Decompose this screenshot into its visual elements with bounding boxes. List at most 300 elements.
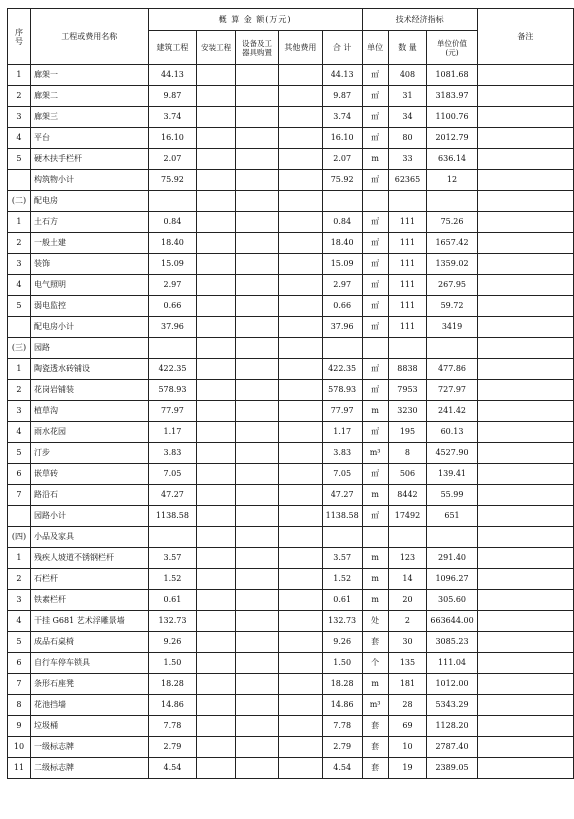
unit-price-cell: 59.72	[427, 296, 477, 317]
seq-cell: 10	[8, 737, 31, 758]
seq-cell: 3	[8, 590, 31, 611]
construction-cell: 4.54	[148, 758, 197, 779]
install-cell	[197, 653, 235, 674]
table-row	[8, 716, 574, 737]
unit-cell: m	[362, 548, 388, 569]
remark-cell	[477, 170, 573, 191]
total-cell: 3.57	[322, 548, 362, 569]
name-cell: 铁素栏杆	[30, 590, 148, 611]
construction-cell: 3.74	[148, 107, 197, 128]
equipment-cell	[235, 254, 278, 275]
construction-cell: 18.28	[148, 674, 197, 695]
qty-cell: 20	[388, 590, 427, 611]
install-cell	[197, 401, 235, 422]
name-cell: 廊架二	[30, 86, 148, 107]
name-cell: 陶瓷透水砖铺设	[30, 359, 148, 380]
install-cell	[197, 632, 235, 653]
header-qty: 数 量	[388, 31, 427, 65]
other-cell	[279, 737, 322, 758]
install-cell	[197, 611, 235, 632]
name-cell: 花池挡墙	[30, 695, 148, 716]
unit-price-cell: 651	[427, 506, 477, 527]
name-cell: 植草沟	[30, 401, 148, 422]
install-cell	[197, 443, 235, 464]
unit-price-cell: 4527.90	[427, 443, 477, 464]
name-cell: 花岗岩铺装	[30, 380, 148, 401]
construction-cell: 1138.58	[148, 506, 197, 527]
other-cell	[279, 107, 322, 128]
remark-cell	[477, 317, 573, 338]
unit-price-cell: 111.04	[427, 653, 477, 674]
install-cell	[197, 548, 235, 569]
seq-cell: 5	[8, 149, 31, 170]
name-cell: 二级标志牌	[30, 758, 148, 779]
total-cell: 1138.58	[322, 506, 362, 527]
qty-cell: 111	[388, 296, 427, 317]
equipment-cell	[235, 233, 278, 254]
qty-cell: 80	[388, 128, 427, 149]
seq-cell: 1	[8, 548, 31, 569]
remark-cell	[477, 695, 573, 716]
seq-cell: 7	[8, 674, 31, 695]
seq-cell: 1	[8, 212, 31, 233]
total-cell: 7.78	[322, 716, 362, 737]
unit-price-cell: 2012.79	[427, 128, 477, 149]
qty-cell: 111	[388, 275, 427, 296]
unit-cell: 套	[362, 737, 388, 758]
name-cell: 园路小计	[30, 506, 148, 527]
install-cell	[197, 107, 235, 128]
qty-cell: 62365	[388, 170, 427, 191]
equipment-cell	[235, 590, 278, 611]
other-cell	[279, 758, 322, 779]
equipment-cell	[235, 359, 278, 380]
equipment-cell	[235, 569, 278, 590]
unit-price-cell: 12	[427, 170, 477, 191]
unit-price-cell: 1081.68	[427, 65, 477, 86]
unit-price-cell: 3183.97	[427, 86, 477, 107]
other-cell	[279, 674, 322, 695]
total-cell: 37.96	[322, 317, 362, 338]
qty-cell: 69	[388, 716, 427, 737]
header-remark: 备注	[477, 9, 573, 65]
install-cell	[197, 233, 235, 254]
table-row	[8, 653, 574, 674]
remark-cell	[477, 506, 573, 527]
name-cell: 土石方	[30, 212, 148, 233]
unit-price-cell	[427, 191, 477, 212]
name-cell: 廊架一	[30, 65, 148, 86]
unit-cell: m³	[362, 443, 388, 464]
table-row	[8, 695, 574, 716]
equipment-cell	[235, 212, 278, 233]
equipment-cell	[235, 695, 278, 716]
seq-cell: 2	[8, 233, 31, 254]
other-cell	[279, 401, 322, 422]
unit-price-cell: 1657.42	[427, 233, 477, 254]
seq-cell: 4	[8, 611, 31, 632]
seq-cell: 5	[8, 632, 31, 653]
table-row	[8, 569, 574, 590]
seq-cell: 4	[8, 128, 31, 149]
equipment-cell	[235, 338, 278, 359]
construction-cell: 3.83	[148, 443, 197, 464]
install-cell	[197, 422, 235, 443]
unit-price-cell: 1096.27	[427, 569, 477, 590]
header-construction: 建筑工程	[148, 31, 197, 65]
equipment-cell	[235, 443, 278, 464]
unit-price-cell: 291.40	[427, 548, 477, 569]
name-cell: 小品及家具	[30, 527, 148, 548]
construction-cell: 75.92	[148, 170, 197, 191]
equipment-cell	[235, 527, 278, 548]
construction-cell: 1.52	[148, 569, 197, 590]
construction-cell: 9.87	[148, 86, 197, 107]
category-row	[8, 191, 574, 212]
unit-cell: m	[362, 401, 388, 422]
construction-cell: 0.66	[148, 296, 197, 317]
install-cell	[197, 212, 235, 233]
seq-cell: 11	[8, 758, 31, 779]
table-row	[8, 758, 574, 779]
name-cell: 成品石桌椅	[30, 632, 148, 653]
equipment-cell	[235, 632, 278, 653]
equipment-cell	[235, 422, 278, 443]
other-cell	[279, 380, 322, 401]
seq-cell: 3	[8, 401, 31, 422]
remark-cell	[477, 737, 573, 758]
qty-cell: 10	[388, 737, 427, 758]
seq-cell: 5	[8, 443, 31, 464]
remark-cell	[477, 380, 573, 401]
install-cell	[197, 695, 235, 716]
header-equipment: 设备及工器具购置	[235, 31, 278, 65]
other-cell	[279, 149, 322, 170]
equipment-cell	[235, 758, 278, 779]
other-cell	[279, 422, 322, 443]
table-row	[8, 485, 574, 506]
name-cell: 残疾人坡道不锈钢栏杆	[30, 548, 148, 569]
unit-price-cell: 60.13	[427, 422, 477, 443]
install-cell	[197, 296, 235, 317]
table-row	[8, 149, 574, 170]
qty-cell: 111	[388, 317, 427, 338]
unit-cell: 处	[362, 611, 388, 632]
remark-cell	[477, 632, 573, 653]
other-cell	[279, 632, 322, 653]
construction-cell: 18.40	[148, 233, 197, 254]
seq-cell: 6	[8, 464, 31, 485]
install-cell	[197, 485, 235, 506]
unit-cell: 套	[362, 632, 388, 653]
install-cell	[197, 170, 235, 191]
table-row	[8, 443, 574, 464]
total-cell: 15.09	[322, 254, 362, 275]
other-cell	[279, 128, 322, 149]
remark-cell	[477, 758, 573, 779]
construction-cell: 44.13	[148, 65, 197, 86]
qty-cell: 8	[388, 443, 427, 464]
other-cell	[279, 296, 322, 317]
equipment-cell	[235, 149, 278, 170]
unit-cell: ㎡	[362, 65, 388, 86]
table-row	[8, 548, 574, 569]
qty-cell: 181	[388, 674, 427, 695]
unit-price-cell	[427, 338, 477, 359]
equipment-cell	[235, 296, 278, 317]
seq-cell: (三)	[8, 338, 31, 359]
qty-cell: 123	[388, 548, 427, 569]
unit-price-cell: 663644.00	[427, 611, 477, 632]
remark-cell	[477, 716, 573, 737]
header-tech-group: 技术经济指标	[362, 9, 477, 31]
install-cell	[197, 590, 235, 611]
unit-cell: ㎡	[362, 233, 388, 254]
qty-cell	[388, 191, 427, 212]
total-cell: 18.40	[322, 233, 362, 254]
name-cell: 自行车停车锁具	[30, 653, 148, 674]
unit-price-cell: 2787.40	[427, 737, 477, 758]
equipment-cell	[235, 191, 278, 212]
unit-cell: 套	[362, 716, 388, 737]
equipment-cell	[235, 716, 278, 737]
install-cell	[197, 758, 235, 779]
construction-cell: 422.35	[148, 359, 197, 380]
qty-cell: 3230	[388, 401, 427, 422]
other-cell	[279, 611, 322, 632]
other-cell	[279, 275, 322, 296]
construction-cell: 77.97	[148, 401, 197, 422]
unit-price-cell: 1012.00	[427, 674, 477, 695]
table-row	[8, 254, 574, 275]
construction-cell: 1.50	[148, 653, 197, 674]
seq-cell: 2	[8, 569, 31, 590]
install-cell	[197, 128, 235, 149]
other-cell	[279, 695, 322, 716]
table-row	[8, 65, 574, 86]
construction-cell: 0.84	[148, 212, 197, 233]
qty-cell: 506	[388, 464, 427, 485]
unit-cell: m³	[362, 695, 388, 716]
other-cell	[279, 548, 322, 569]
total-cell	[322, 338, 362, 359]
qty-cell: 30	[388, 632, 427, 653]
unit-price-cell: 3419	[427, 317, 477, 338]
equipment-cell	[235, 674, 278, 695]
unit-cell: ㎡	[362, 107, 388, 128]
name-cell: 路沿石	[30, 485, 148, 506]
qty-cell: 7953	[388, 380, 427, 401]
name-cell: 平台	[30, 128, 148, 149]
unit-cell: m	[362, 569, 388, 590]
unit-cell: ㎡	[362, 359, 388, 380]
equipment-cell	[235, 506, 278, 527]
remark-cell	[477, 590, 573, 611]
total-cell: 9.87	[322, 86, 362, 107]
total-cell: 1.50	[322, 653, 362, 674]
other-cell	[279, 443, 322, 464]
header-name: 工程或费用名称	[30, 9, 148, 65]
install-cell	[197, 569, 235, 590]
qty-cell: 8838	[388, 359, 427, 380]
other-cell	[279, 65, 322, 86]
qty-cell: 8442	[388, 485, 427, 506]
seq-cell: 9	[8, 716, 31, 737]
name-cell: 干挂 G681 艺术浮雕景墙	[30, 611, 148, 632]
total-cell: 47.27	[322, 485, 362, 506]
remark-cell	[477, 212, 573, 233]
other-cell	[279, 338, 322, 359]
qty-cell: 111	[388, 212, 427, 233]
header-estimate-group: 概 算 金 额(万元)	[148, 9, 362, 31]
unit-cell	[362, 338, 388, 359]
qty-cell	[388, 527, 427, 548]
remark-cell	[477, 422, 573, 443]
name-cell: 嵌草砖	[30, 464, 148, 485]
unit-price-cell: 636.14	[427, 149, 477, 170]
install-cell	[197, 359, 235, 380]
subtotal-row	[8, 506, 574, 527]
install-cell	[197, 527, 235, 548]
other-cell	[279, 653, 322, 674]
seq-cell: 6	[8, 653, 31, 674]
unit-price-cell: 267.95	[427, 275, 477, 296]
construction-cell: 37.96	[148, 317, 197, 338]
remark-cell	[477, 275, 573, 296]
equipment-cell	[235, 611, 278, 632]
unit-cell	[362, 527, 388, 548]
header-other: 其他费用	[279, 31, 322, 65]
other-cell	[279, 506, 322, 527]
equipment-cell	[235, 317, 278, 338]
total-cell: 3.74	[322, 107, 362, 128]
unit-cell: ㎡	[362, 380, 388, 401]
name-cell: 配电房小计	[30, 317, 148, 338]
unit-price-cell: 477.86	[427, 359, 477, 380]
install-cell	[197, 65, 235, 86]
equipment-cell	[235, 65, 278, 86]
remark-cell	[477, 149, 573, 170]
table-row	[8, 674, 574, 695]
seq-cell: 1	[8, 65, 31, 86]
table-body	[8, 65, 574, 779]
unit-cell: ㎡	[362, 86, 388, 107]
unit-price-cell	[427, 527, 477, 548]
total-cell: 578.93	[322, 380, 362, 401]
unit-price-cell: 55.99	[427, 485, 477, 506]
table-header	[8, 9, 574, 65]
header-install: 安装工程	[197, 31, 235, 65]
other-cell	[279, 317, 322, 338]
estimate-table	[7, 8, 574, 779]
unit-cell: ㎡	[362, 275, 388, 296]
equipment-cell	[235, 653, 278, 674]
remark-cell	[477, 485, 573, 506]
unit-cell: ㎡	[362, 128, 388, 149]
table-row	[8, 737, 574, 758]
unit-cell: ㎡	[362, 170, 388, 191]
table-row	[8, 296, 574, 317]
equipment-cell	[235, 86, 278, 107]
header-total: 合 计	[322, 31, 362, 65]
unit-cell: ㎡	[362, 422, 388, 443]
other-cell	[279, 191, 322, 212]
unit-price-cell: 1100.76	[427, 107, 477, 128]
other-cell	[279, 590, 322, 611]
other-cell	[279, 233, 322, 254]
remark-cell	[477, 191, 573, 212]
unit-price-cell: 75.26	[427, 212, 477, 233]
name-cell: 汀步	[30, 443, 148, 464]
qty-cell	[388, 338, 427, 359]
total-cell: 3.83	[322, 443, 362, 464]
qty-cell: 31	[388, 86, 427, 107]
name-cell: 硬木扶手栏杆	[30, 149, 148, 170]
unit-price-cell: 2389.05	[427, 758, 477, 779]
remark-cell	[477, 527, 573, 548]
table-row	[8, 422, 574, 443]
total-cell: 2.79	[322, 737, 362, 758]
construction-cell: 14.86	[148, 695, 197, 716]
unit-price-cell: 305.60	[427, 590, 477, 611]
install-cell	[197, 674, 235, 695]
seq-cell	[8, 170, 31, 191]
seq-cell: 4	[8, 275, 31, 296]
unit-cell: ㎡	[362, 296, 388, 317]
unit-price-cell: 727.97	[427, 380, 477, 401]
total-cell: 18.28	[322, 674, 362, 695]
qty-cell: 408	[388, 65, 427, 86]
header-unit: 单位	[362, 31, 388, 65]
construction-cell: 47.27	[148, 485, 197, 506]
construction-cell: 132.73	[148, 611, 197, 632]
install-cell	[197, 338, 235, 359]
seq-cell: 3	[8, 254, 31, 275]
total-cell: 1.17	[322, 422, 362, 443]
seq-cell: 4	[8, 422, 31, 443]
install-cell	[197, 380, 235, 401]
install-cell	[197, 506, 235, 527]
install-cell	[197, 464, 235, 485]
remark-cell	[477, 359, 573, 380]
total-cell: 16.10	[322, 128, 362, 149]
unit-price-cell: 3085.23	[427, 632, 477, 653]
header-unit-price: 单位价值(元)	[427, 31, 477, 65]
total-cell: 4.54	[322, 758, 362, 779]
table-row	[8, 233, 574, 254]
unit-cell: ㎡	[362, 317, 388, 338]
remark-cell	[477, 233, 573, 254]
equipment-cell	[235, 107, 278, 128]
remark-cell	[477, 65, 573, 86]
table-row	[8, 212, 574, 233]
unit-cell: 套	[362, 758, 388, 779]
total-cell	[322, 527, 362, 548]
remark-cell	[477, 338, 573, 359]
construction-cell: 7.78	[148, 716, 197, 737]
install-cell	[197, 254, 235, 275]
equipment-cell	[235, 485, 278, 506]
construction-cell: 578.93	[148, 380, 197, 401]
remark-cell	[477, 254, 573, 275]
name-cell: 廊架三	[30, 107, 148, 128]
seq-cell	[8, 506, 31, 527]
unit-price-cell: 1128.20	[427, 716, 477, 737]
remark-cell	[477, 569, 573, 590]
unit-price-cell: 139.41	[427, 464, 477, 485]
equipment-cell	[235, 170, 278, 191]
remark-cell	[477, 296, 573, 317]
